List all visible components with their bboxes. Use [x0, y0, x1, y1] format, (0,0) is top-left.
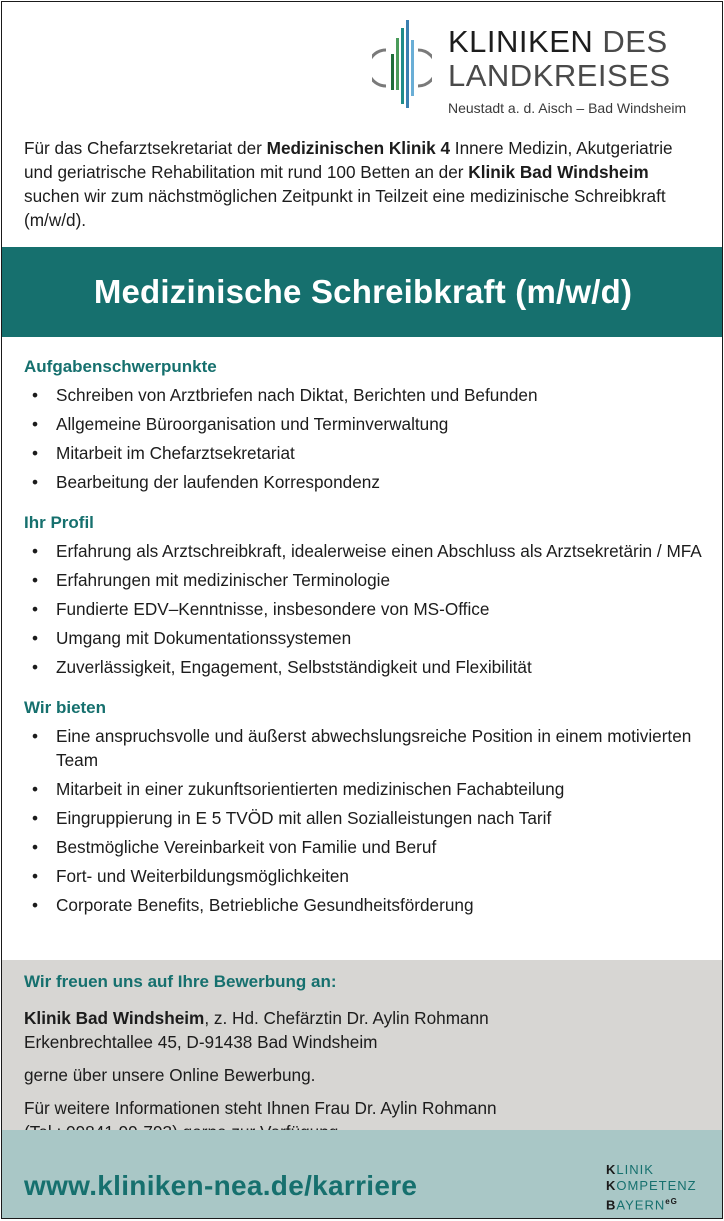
intro-text-1: Für das Chefarztsekretariat der	[24, 138, 267, 158]
career-url-link[interactable]: www.kliniken-nea.de/karriere	[24, 1170, 418, 1201]
list-item-text: Eine anspruchsvolle und äußerst abwechslungsreiche Position in einem motivierten Team	[56, 726, 692, 770]
bullet: •	[32, 385, 39, 405]
section-title: Wir bieten	[24, 698, 107, 717]
bullet: •	[32, 657, 39, 677]
bullet: •	[32, 837, 39, 857]
job-details	[24, 356, 704, 935]
section-title: Ihr Profil	[24, 513, 94, 532]
bullet: •	[32, 472, 39, 492]
list-item	[24, 597, 704, 621]
bullet: •	[32, 726, 39, 746]
list-item-text: Fort- und Weiterbildungsmöglichkeiten	[56, 866, 349, 886]
intro-text-3: suchen wir zum nächstmöglichen Zeitpunkt in Teilzeit eine medizinische Schreibkraft (m/w/d).	[24, 186, 666, 230]
list-item-text: Mitarbeit in einer zukunftsorientierten medizinischen Fachabteilung	[56, 779, 565, 799]
bullet: •	[32, 570, 39, 590]
klinik-kompetenz-bayern-logo	[606, 1162, 697, 1213]
kkb-line2	[606, 1178, 697, 1194]
application-title: Wir freuen uns auf Ihre Bewerbung an:	[24, 972, 337, 991]
street-address: Erkenbrechtallee 45, D-91438 Bad Windsheim	[24, 1032, 378, 1052]
bullet: •	[32, 628, 39, 648]
intro-text-2: Innere Medizin, Akutgeriatrie und geriatrische Rehabilitation mit rund 100 Betten an der	[24, 138, 673, 182]
intro-bold-2: Klinik Bad Windsheim	[468, 162, 649, 182]
list-item	[24, 383, 704, 407]
bullet: •	[32, 414, 39, 434]
logo-title-line2: LANDKREISES	[448, 58, 671, 93]
contact-person: , z. Hd. Chefärztin Dr. Aylin Rohmann	[204, 1008, 489, 1028]
intro-paragraph	[24, 136, 704, 232]
application-box	[2, 960, 723, 1130]
list-item	[24, 806, 704, 830]
tasks-list	[24, 383, 704, 494]
kkb-line3	[606, 1194, 697, 1213]
list-item-text: Mitarbeit im Chefarztsekretariat	[56, 443, 295, 463]
section-title: Aufgabenschwerpunkte	[24, 357, 217, 376]
list-item-text: Schreiben von Arztbriefen nach Diktat, Berichten und Befunden	[56, 385, 538, 405]
list-item	[24, 626, 704, 650]
bullet: •	[32, 895, 39, 915]
more-info-line1: Für weitere Informationen steht Ihnen Frau Dr. Aylin Rohmann	[24, 1098, 497, 1118]
logo-title-line1	[448, 24, 668, 60]
kkb-line3-rest: AYERN	[616, 1197, 666, 1213]
kkb-line2-rest: OMPETENZ	[616, 1178, 697, 1193]
list-item	[24, 470, 704, 494]
bullet: •	[32, 808, 39, 828]
list-item	[24, 777, 704, 801]
footer-bar	[2, 1130, 723, 1219]
list-item	[24, 539, 704, 563]
job-ad	[1, 1, 723, 1219]
list-item-text: Erfahrung als Arztschreibkraft, idealerweise einen Abschluss als Arztsekretärin / MFA	[56, 541, 702, 561]
clinic-name: Klinik Bad Windsheim	[24, 1008, 205, 1028]
profile-list	[24, 539, 704, 679]
bullet: •	[32, 599, 39, 619]
job-title-banner	[2, 247, 723, 337]
job-title: Medizinische Schreibkraft (m/w/d)	[93, 273, 633, 310]
bullet: •	[32, 866, 39, 886]
list-item	[24, 655, 704, 679]
list-item	[24, 864, 704, 888]
logo-title-part2: DES	[602, 24, 668, 59]
list-item-text: Umgang mit Dokumentationssystemen	[56, 628, 352, 648]
section-tasks	[24, 356, 704, 494]
list-item-text: Bearbeitung der laufenden Korrespondenz	[56, 472, 380, 492]
offer-list	[24, 724, 704, 917]
list-item-text: Eingruppierung in E 5 TVÖD mit allen Sozialleistungen nach Tarif	[56, 808, 552, 828]
logo-subtitle: Neustadt a. d. Aisch – Bad Windsheim	[448, 100, 687, 116]
logo-title-part1: KLINIKEN	[448, 24, 594, 59]
list-item-text: Erfahrungen mit medizinischer Terminologie	[56, 570, 391, 590]
list-item-text: Allgemeine Büroorganisation und Terminverwaltung	[56, 414, 449, 434]
kkb-line2-cap: K	[606, 1178, 617, 1193]
list-item	[24, 724, 704, 772]
logo-mark-icon	[372, 20, 432, 112]
section-profile	[24, 512, 704, 679]
kkb-line1-cap: K	[606, 1162, 617, 1177]
application-address	[24, 1006, 704, 1054]
kliniken-logo	[372, 20, 712, 120]
section-offer	[24, 697, 704, 917]
list-item	[24, 568, 704, 592]
bullet: •	[32, 779, 39, 799]
intro-bold-1: Medizinischen Klinik 4	[266, 138, 451, 158]
list-item	[24, 893, 704, 917]
list-item	[24, 412, 704, 436]
kkb-line3-cap: B	[606, 1197, 617, 1213]
list-item	[24, 441, 704, 465]
list-item-text: Bestmögliche Vereinbarkeit von Familie und Beruf	[56, 837, 437, 857]
bullet: •	[32, 541, 39, 561]
online-application-note: gerne über unsere Online Bewerbung.	[24, 1065, 316, 1085]
list-item-text: Corporate Benefits, Betriebliche Gesundheitsförderung	[56, 895, 474, 915]
list-item-text: Zuverlässigkeit, Engagement, Selbstständigkeit und Flexibilität	[56, 657, 532, 677]
bullet: •	[32, 443, 39, 463]
application-details	[24, 970, 704, 1153]
list-item-text: Fundierte EDV–Kenntnisse, insbesondere von MS-Office	[56, 599, 490, 619]
list-item	[24, 835, 704, 859]
kkb-line1	[606, 1162, 697, 1178]
kkb-line3-sup: eG	[665, 1197, 678, 1206]
kkb-line1-rest: LINIK	[616, 1162, 654, 1177]
